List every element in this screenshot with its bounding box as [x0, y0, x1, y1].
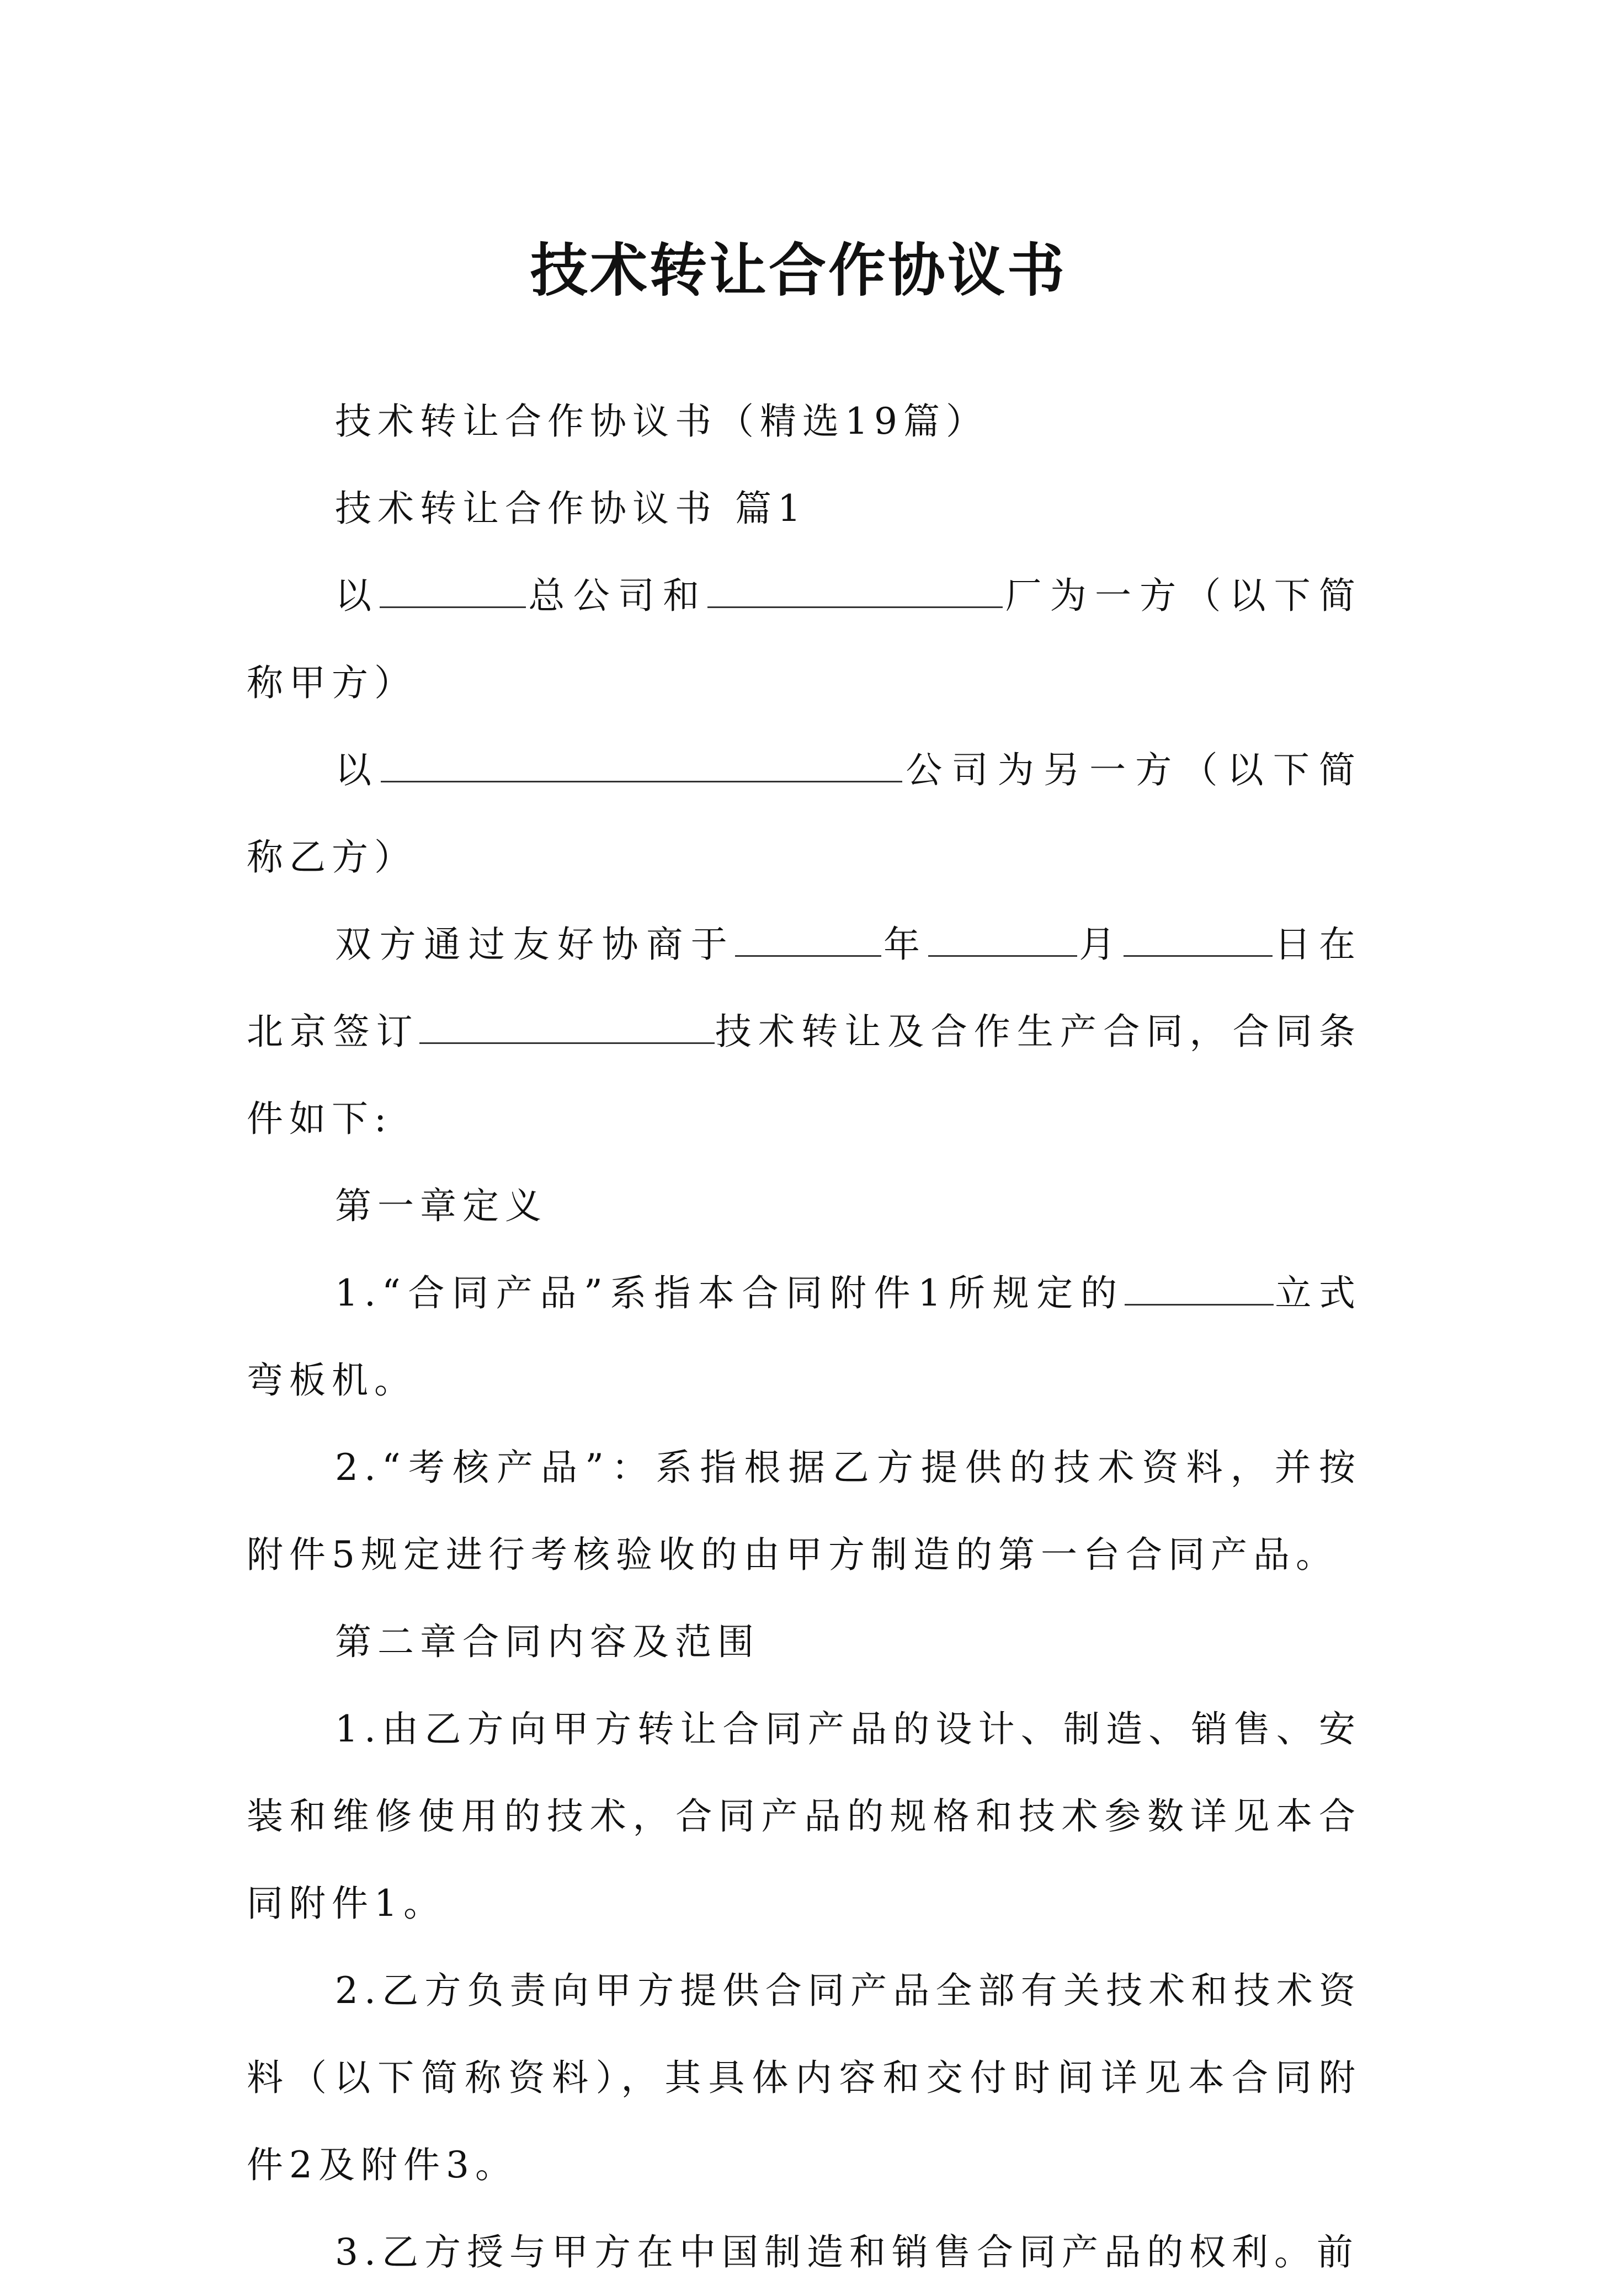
paragraph-text: 年	[881, 923, 928, 966]
paragraph-text: 日在北京签订	[247, 923, 1361, 1053]
paragraph-text: 以	[335, 749, 381, 791]
paragraph-party-a	[247, 552, 1361, 727]
blank-month	[928, 920, 1077, 957]
blank-head-company	[380, 572, 526, 608]
paragraph-text: 1.“合同产品”系指本合同附件1所规定的	[335, 1272, 1125, 1314]
paragraph-text: 1.由乙方向甲方转让合同产品的设计、制造、销售、安装和维修使用的技术，合同产品的规格和技术参数详见本合同附件1。	[247, 1708, 1361, 1925]
paragraph-text: 第一章定义	[335, 1185, 547, 1227]
document-body	[247, 378, 1361, 2296]
paragraph-text: 3.乙方授与甲方在中国制造和销售合同产品的权利。前	[335, 2231, 1359, 2273]
paragraph-text: 2.乙方负责向甲方提供合同产品全部有关技术和技术资料（以下简称资料），其具体内容和交付时间详见本合同附件2及附件3。	[247, 1969, 1361, 2186]
paragraph-text: 2.“考核产品”：系指根据乙方提供的技术资料，并按附件5规定进行考核验收的由甲方制造的第一台合同产品。	[247, 1446, 1361, 1576]
paragraph-heading-article-1	[247, 465, 1361, 552]
paragraph-clause-1-2	[247, 1424, 1361, 1599]
paragraph-text: 双方通过友好协商于	[335, 923, 736, 966]
paragraph-chapter-2	[247, 1599, 1361, 1686]
paragraph-text: 立式弯板机。	[247, 1272, 1361, 1402]
paragraph-text: 厂为一方（以下简称甲方）	[247, 574, 1361, 704]
paragraph-clause-2-1	[247, 1686, 1361, 1947]
paragraph-heading-collection	[247, 378, 1361, 465]
paragraph-clause-2-2	[247, 1947, 1361, 2209]
blank-company-b	[381, 746, 902, 782]
paragraph-text: 公司为另一方（以下简称乙方）	[247, 749, 1361, 878]
paragraph-clause-1-1	[247, 1250, 1361, 1424]
paragraph-text: 技术转让合作协议书 篇1	[335, 487, 807, 530]
blank-contract-name	[419, 1008, 715, 1044]
paragraph-chapter-1	[247, 1163, 1361, 1250]
blank-factory	[707, 572, 1003, 608]
blank-day	[1124, 920, 1273, 957]
paragraph-text: 以	[335, 574, 380, 617]
blank-product	[1125, 1269, 1274, 1306]
paragraph-party-b	[247, 727, 1361, 901]
paragraph-text: 技术转让合作协议书（精选19篇）	[335, 400, 988, 443]
paragraph-clause-2-3	[247, 2209, 1361, 2296]
paragraph-text: 技术转让及合作生产合同，合同条件如下:	[247, 1010, 1361, 1140]
paragraph-text: 第二章合同内容及范围	[335, 1621, 760, 1663]
paragraph-text: 总公司和	[526, 574, 708, 617]
blank-year	[735, 920, 881, 957]
paragraph-signing	[247, 901, 1361, 1163]
paragraph-text: 月	[1077, 923, 1124, 966]
document-title: 技术转让合作协议书	[530, 236, 1067, 304]
